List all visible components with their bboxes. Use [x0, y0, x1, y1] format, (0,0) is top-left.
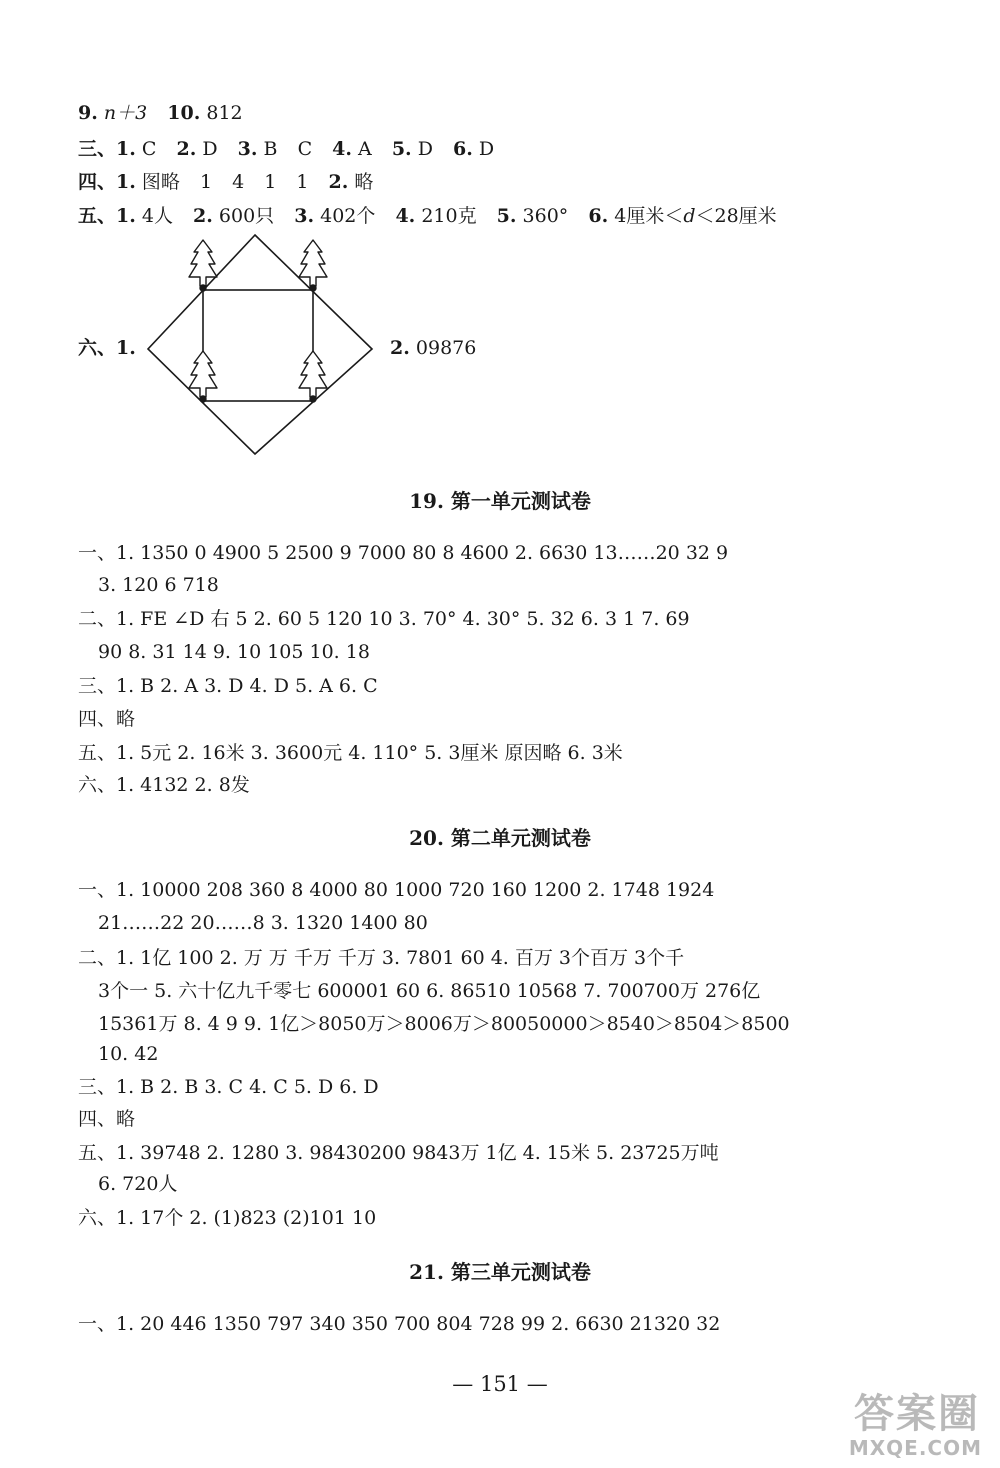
answer: 1 — [296, 171, 309, 193]
answer-line: 21……22 20……8 3. 1320 1400 80 — [98, 912, 428, 934]
section-title-20: 20. 第二单元测试卷 — [409, 826, 591, 850]
answer-line: 15361万 8. 4 9 9. 1亿＞8050万＞8006万＞80050000＞8540＞8504＞8500 — [98, 1013, 790, 1035]
answer-line-part6-label — [78, 335, 136, 361]
tree-square-diagram — [145, 232, 375, 457]
q-num: 9. — [78, 102, 98, 124]
outer-diamond — [148, 235, 372, 454]
answer: A — [358, 138, 372, 160]
q-num: 2. — [390, 337, 410, 359]
answer-line: 五、1. 39748 2. 1280 3. 98430200 9843万 1亿 4. 15米 5. 23725万吨 — [78, 1142, 719, 1164]
q-num: 4. — [332, 138, 352, 160]
answer-line: 3. 120 6 718 — [98, 574, 219, 596]
answer-var: d — [683, 205, 696, 227]
answer: 4厘米＜ — [614, 205, 684, 227]
watermark-logo-text: 答案圈 — [854, 1391, 980, 1437]
answer: C — [141, 138, 157, 160]
answer-line: 四、略 — [78, 708, 136, 730]
answer: 09876 — [415, 337, 477, 359]
part-label: 五、1. — [78, 205, 136, 227]
answer: n＋3 — [103, 102, 148, 124]
answer-line: 六、1. 4132 2. 8发 — [78, 774, 250, 796]
answer: D — [417, 138, 433, 160]
answer-line-part6-q2 — [390, 335, 476, 361]
answer-line-part5 — [78, 203, 777, 229]
q-num: 3. — [294, 205, 315, 227]
page-number: — 151 — — [452, 1372, 548, 1396]
answer-line: 二、1. 1亿 100 2. 万 万 千万 千万 3. 7801 60 4. 百万 3个百万 3个千 — [78, 947, 685, 969]
q-num: 10. — [167, 102, 201, 124]
tree-icon — [299, 351, 327, 402]
part-label: 三、1. — [78, 138, 136, 160]
answer: 图略 — [141, 171, 180, 193]
answer: C — [297, 138, 313, 160]
answer-line: 五、1. 5元 2. 16米 3. 3600元 4. 110° 5. 3厘米 原因略 6. 3米 — [78, 742, 623, 764]
q-num: 3. — [237, 138, 258, 160]
answer: B — [263, 138, 278, 160]
q-num: 5. — [391, 138, 412, 160]
inner-square — [203, 290, 313, 401]
answer-line: 一、1. 10000 208 360 8 4000 80 1000 720 160 1200 2. 1748 1924 — [78, 879, 715, 901]
q-num: 2. — [328, 171, 349, 193]
answer-line: 三、1. B 2. B 3. C 4. C 5. D 6. D — [78, 1076, 379, 1098]
answer-line: 一、1. 20 446 1350 797 340 350 700 804 728 99 2. 6630 21320 32 — [78, 1313, 721, 1335]
answer-line-part3 — [78, 136, 494, 162]
answer: 360° — [522, 205, 569, 227]
answer: 1 — [264, 171, 277, 193]
answer-line-part4 — [78, 169, 373, 195]
answer: ＜28厘米 — [695, 205, 777, 227]
answer-line: 6. 720人 — [98, 1173, 178, 1195]
answer-line-9-10 — [78, 100, 243, 126]
q-num: 5. — [496, 205, 517, 227]
answer: 600只 — [218, 205, 275, 227]
answer-line: 六、1. 17个 2. (1)823 (2)101 10 — [78, 1207, 377, 1229]
q-num: 4. — [395, 205, 416, 227]
q-num: 6. — [588, 205, 609, 227]
answer-line: 90 8. 31 14 9. 10 105 10. 18 — [98, 641, 370, 663]
tree-icon — [189, 240, 217, 291]
answer: 812 — [206, 102, 243, 124]
answer-line: 四、略 — [78, 1108, 136, 1130]
answer: 210克 — [421, 205, 477, 227]
answer: 4 — [232, 171, 245, 193]
tree-icon — [299, 240, 327, 291]
q-num: 2. — [193, 205, 213, 227]
answer-line: 二、1. FE ∠D 右 5 2. 60 5 120 10 3. 70° 4. 30° 5. 32 6. 3 1 7. 69 — [78, 608, 690, 630]
answer: 402个 — [320, 205, 376, 227]
answer-line: 3个一 5. 六十亿九千零七 600001 60 6. 86510 10568 7. 700700万 276亿 — [98, 980, 761, 1002]
answer: 略 — [354, 171, 374, 193]
answer-line: 一、1. 1350 0 4900 5 2500 9 7000 80 8 4600 2. 6630 13……20 32 9 — [78, 542, 729, 564]
answer-line: 10. 42 — [98, 1043, 159, 1065]
part-label: 四、1. — [78, 171, 136, 193]
watermark-url: MXQE.COM — [848, 1436, 982, 1460]
section-title-19: 19. 第一单元测试卷 — [409, 489, 591, 513]
section-title-21: 21. 第三单元测试卷 — [409, 1260, 591, 1284]
part-label: 六、1. — [78, 337, 136, 359]
q-num: 6. — [453, 138, 473, 160]
watermark — [844, 1382, 984, 1462]
answer: 1 — [199, 171, 213, 193]
answer: 4人 — [141, 205, 173, 227]
answer: D — [202, 138, 218, 160]
q-num: 2. — [176, 138, 197, 160]
answer: D — [478, 138, 495, 160]
answer-line: 三、1. B 2. A 3. D 4. D 5. A 6. C — [78, 675, 378, 697]
